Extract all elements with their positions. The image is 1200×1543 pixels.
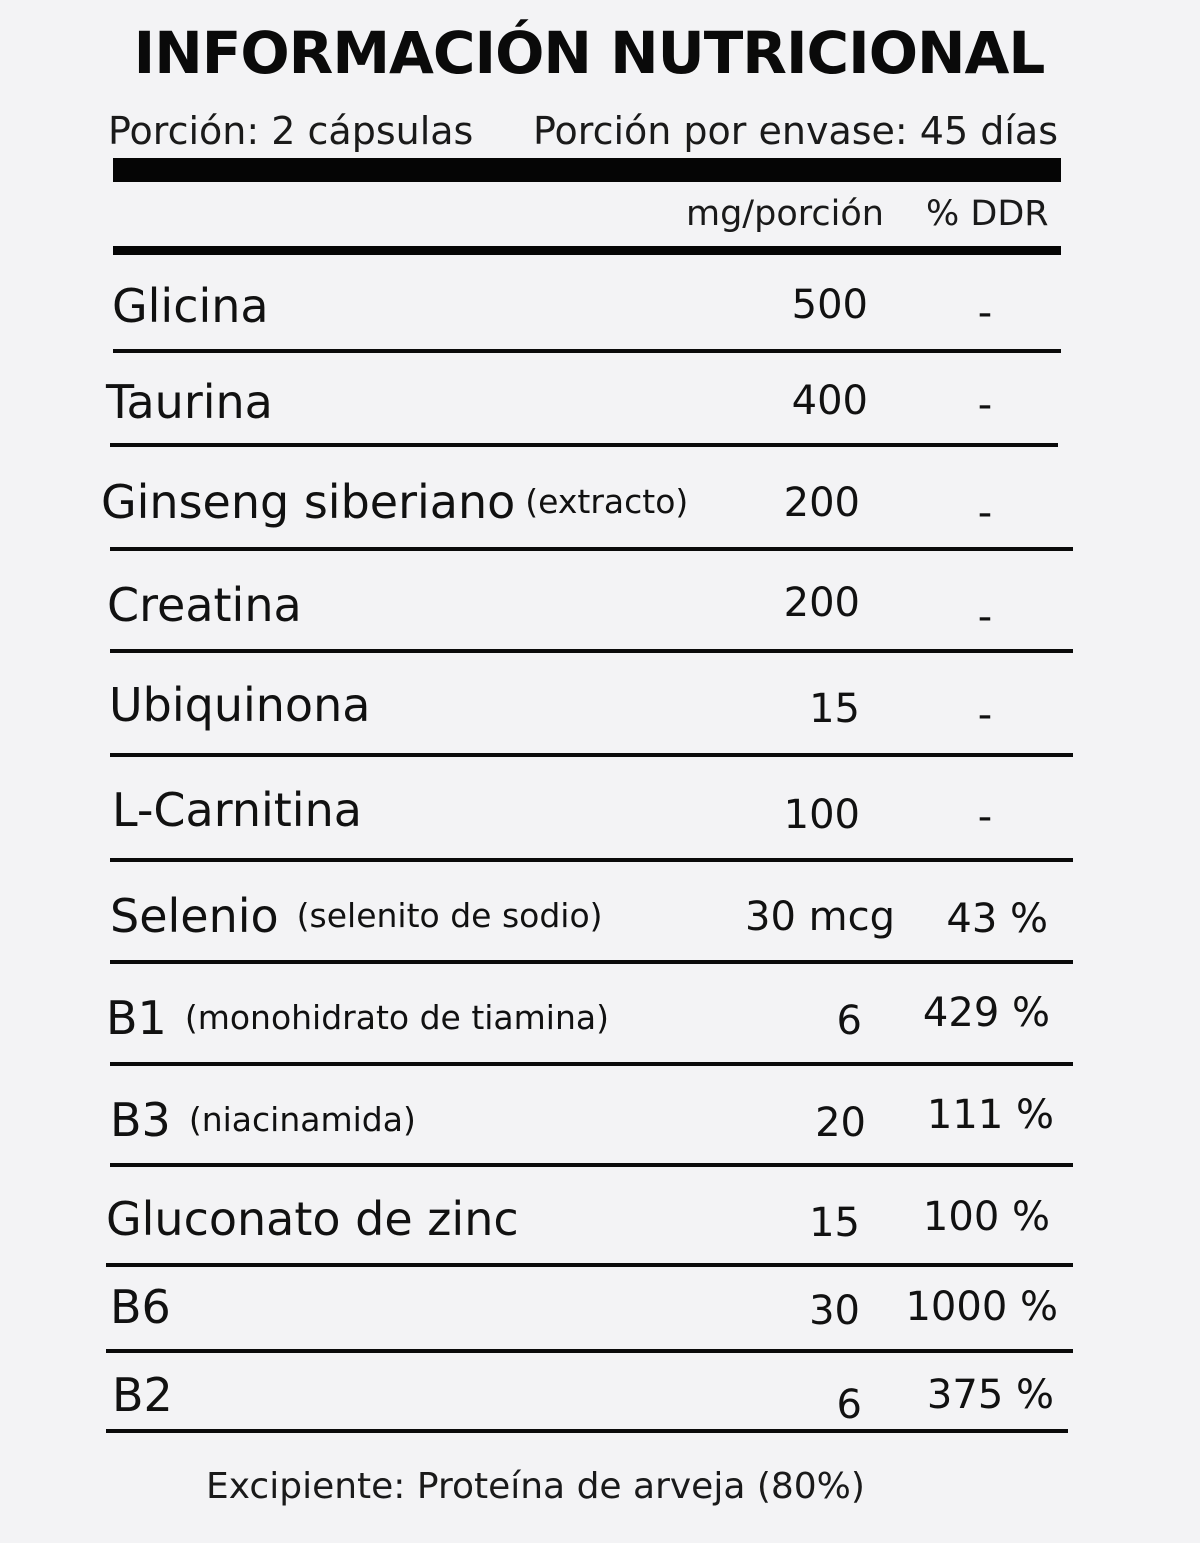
nutrient-note: (extracto) xyxy=(525,482,689,521)
nutrient-amount: 200 xyxy=(783,580,860,626)
row-divider xyxy=(110,649,1073,653)
nutrient-ddr: 429 % xyxy=(922,990,1050,1036)
nutrient-ddr: - xyxy=(977,794,993,840)
nutrient-ddr: 43 % xyxy=(946,896,1048,942)
nutrient-amount: 20 xyxy=(815,1100,866,1146)
nutrient-amount: 30 mcg xyxy=(745,894,895,940)
nutrient-note: (niacinamida) xyxy=(188,1100,416,1139)
row-divider xyxy=(110,753,1073,757)
nutrient-amount: 30 xyxy=(809,1288,860,1334)
row-divider xyxy=(110,858,1073,862)
nutrient-name: Ginseng siberiano (extracto) xyxy=(101,475,689,529)
nutrient-amount: 400 xyxy=(791,378,868,424)
row-divider xyxy=(110,443,1058,447)
row-divider xyxy=(110,547,1073,551)
nutrient-name: B6 xyxy=(110,1280,171,1334)
row-divider xyxy=(110,1062,1073,1066)
nutrient-name: L-Carnitina xyxy=(112,783,362,837)
nutrient-ddr: 100 % xyxy=(922,1194,1050,1240)
nutrient-ddr: 111 % xyxy=(926,1092,1054,1138)
nutrient-name: B1 (monohidrato de tiamina) xyxy=(106,991,609,1045)
column-header-amount: mg/porción xyxy=(686,194,884,234)
row-divider xyxy=(106,1429,1068,1433)
row-divider xyxy=(113,349,1061,353)
nutrient-name: Glicina xyxy=(112,279,269,333)
nutrient-ddr: 1000 % xyxy=(905,1284,1058,1330)
row-divider xyxy=(106,1263,1073,1267)
nutrient-amount: 500 xyxy=(791,282,868,328)
nutrient-ddr: - xyxy=(977,692,993,738)
nutrient-name: Taurina xyxy=(106,375,273,429)
servings-per-container: Porción por envase: 45 días xyxy=(532,109,1058,153)
nutrient-ddr: - xyxy=(977,490,993,536)
row-divider xyxy=(110,1163,1073,1167)
row-divider xyxy=(106,1349,1073,1353)
nutrient-amount: 15 xyxy=(809,686,860,732)
nutrient-name: Gluconato de zinc xyxy=(106,1192,519,1246)
column-header-divider xyxy=(113,246,1061,255)
nutrient-note: (monohidrato de tiamina) xyxy=(184,998,609,1037)
header-divider xyxy=(113,158,1061,182)
nutrient-amount: 6 xyxy=(836,998,862,1044)
serving-size: Porción: 2 cápsulas xyxy=(108,109,474,153)
page-title: INFORMACIÓN NUTRICIONAL xyxy=(133,19,1045,87)
nutrient-name: B2 xyxy=(112,1368,173,1422)
nutrient-ddr: 375 % xyxy=(926,1372,1054,1418)
nutrient-name: B3 (niacinamida) xyxy=(110,1093,416,1147)
nutrient-ddr: - xyxy=(977,594,993,640)
nutrient-ddr: - xyxy=(977,382,993,428)
excipient-note: Excipiente: Proteína de arveja (80%) xyxy=(206,1466,865,1507)
nutrient-name: Creatina xyxy=(107,578,302,632)
nutrient-amount: 6 xyxy=(836,1382,862,1428)
nutrient-name: Ubiquinona xyxy=(109,678,371,732)
column-header-ddr: % DDR xyxy=(926,194,1049,234)
nutrient-amount: 200 xyxy=(783,480,860,526)
row-divider xyxy=(110,960,1073,964)
nutrient-ddr: - xyxy=(977,290,993,336)
nutrient-note: (selenito de sodio) xyxy=(296,896,603,935)
nutrient-amount: 100 xyxy=(783,792,860,838)
nutrient-name: Selenio (selenito de sodio) xyxy=(110,889,603,943)
nutrient-amount: 15 xyxy=(809,1200,860,1246)
